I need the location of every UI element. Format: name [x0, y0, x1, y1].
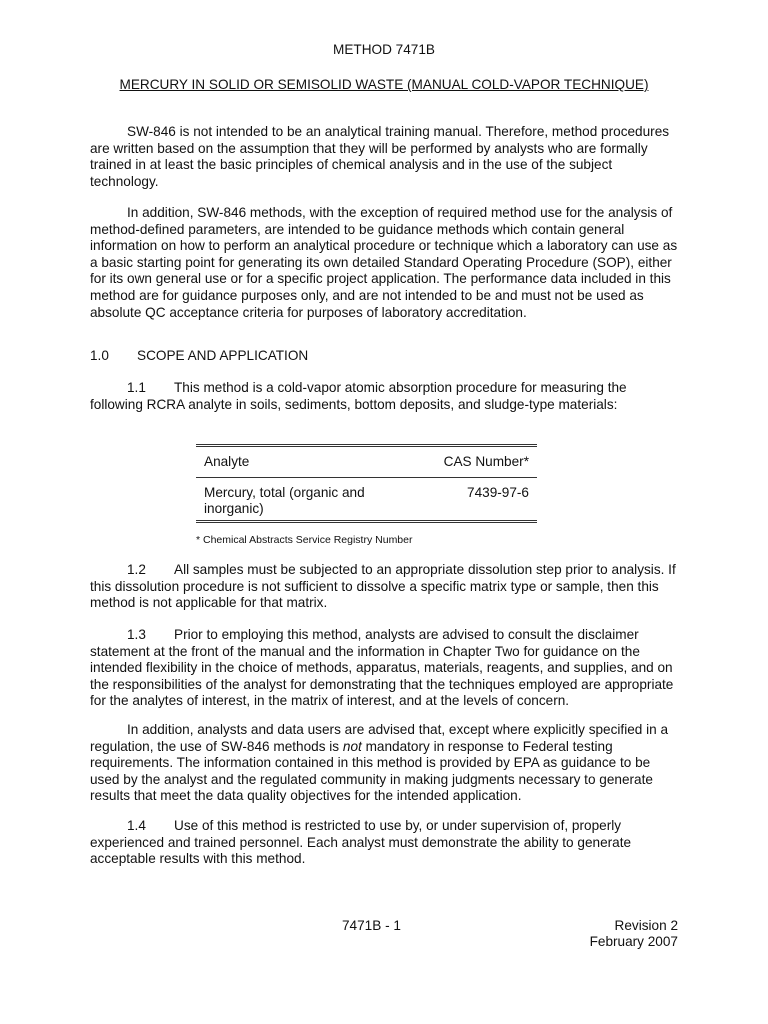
section-heading: [90, 348, 680, 365]
table-row: [196, 477, 537, 521]
analyte-cell: Mercury, total (organic and inorganic): [204, 484, 365, 517]
paragraph-1-3-number: 1.3: [127, 627, 146, 642]
revision-date: February 2007: [589, 934, 678, 949]
addendum-text-after: mandatory in response to Federal testing requirements. The information contained in this method is provided by EPA as guidance to be used by the analyst and the regulated community in making judgments necessary to generate results that meet the data quality objectives for the intended application.: [90, 738, 653, 804]
paragraph-1-4-text: Use of this method is restricted to use by, or under supervision of, properly experienced and trained personnel. Each analyst must demonstrate the ability to generate acceptable results with this method.: [90, 818, 632, 867]
intro-paragraph-1-text: SW-846 is not intended to be an analytical training manual. Therefore, method procedures are written based on the assumption that they will be performed by analysts who are formally trained in at least the basic principles of chemical analysis and in the use of the subject technology.: [90, 124, 670, 189]
intro-paragraph-1: [90, 124, 680, 190]
paragraph-1-3-addendum: [90, 722, 680, 805]
paragraph-1-2-text: All samples must be subjected to an appropriate dissolution step prior to analysis. If this dissolution procedure is not sufficient to dissolve a specific matrix type or sample, then this method is not applicable for that matrix.: [90, 562, 676, 611]
paragraph-1-4: [90, 818, 680, 868]
paragraph-1-1: [90, 380, 680, 413]
addendum-emphasis: not: [342, 738, 362, 754]
section-title: SCOPE AND APPLICATION: [137, 348, 309, 363]
paragraph-1-1-text: This method is a cold-vapor atomic absorption procedure for measuring the following RCRA analyte in soils, sediments, bottom deposits, and sludge-type materials:: [90, 380, 627, 412]
analyte-table: [196, 444, 537, 523]
addendum-text-before: In addition, analysts and data users are advised that, except where explicitly specified in a regulation, the use of SW-846 methods is: [90, 722, 669, 754]
paragraph-1-2: [90, 562, 680, 612]
paragraph-1-3-text: Prior to employing this method, analysts are advised to consult the disclaimer statement at the front of the manual and the information in Chapter Two for guidance on the intended flexibility in the choice of methods, apparatus, materials, reagents, and supplies, and on the responsibilities of the analyst for demonstrating that the techniques employed are appropriate for the analytes of interest, in the matrix of interest, and at the levels of concern.: [90, 627, 674, 709]
method-title: MERCURY IN SOLID OR SEMISOLID WASTE (MANUAL COLD-VAPOR TECHNIQUE): [119, 77, 649, 92]
section-number: 1.0: [90, 348, 109, 363]
revision-label: Revision 2: [614, 918, 678, 933]
cas-number-cell: 7439-97-6: [467, 484, 529, 500]
intro-paragraph-2: [90, 205, 680, 321]
page-number: 7471B - 1: [342, 918, 401, 933]
paragraph-1-1-number: 1.1: [127, 380, 146, 395]
paragraph-1-4-number: 1.4: [127, 818, 146, 833]
method-number: METHOD 7471B: [333, 42, 435, 57]
paragraph-1-3: [90, 627, 680, 710]
cas-number-column-header: CAS Number*: [387, 446, 537, 478]
paragraph-1-2-number: 1.2: [127, 562, 146, 577]
analyte-table-header-row: [196, 446, 537, 478]
analyte-column-header: Analyte: [196, 446, 387, 478]
table-footnote: * Chemical Abstracts Service Registry Number: [196, 534, 413, 546]
intro-paragraph-2-text: In addition, SW-846 methods, with the exception of required method use for the analysis of method-defined parameters, are intended to be guidance methods which contain general information on how to perform an analytical procedure or technique which a laboratory can use as a basic starting point for generating its own detailed Standard Operating Procedure (SOP), either for its own general use or for a specific project application. The performance data included in this method are for guidance purposes only, and are not intended to be and must not be used as absolute QC acceptance criteria for purposes of laboratory accreditation.: [90, 205, 678, 320]
